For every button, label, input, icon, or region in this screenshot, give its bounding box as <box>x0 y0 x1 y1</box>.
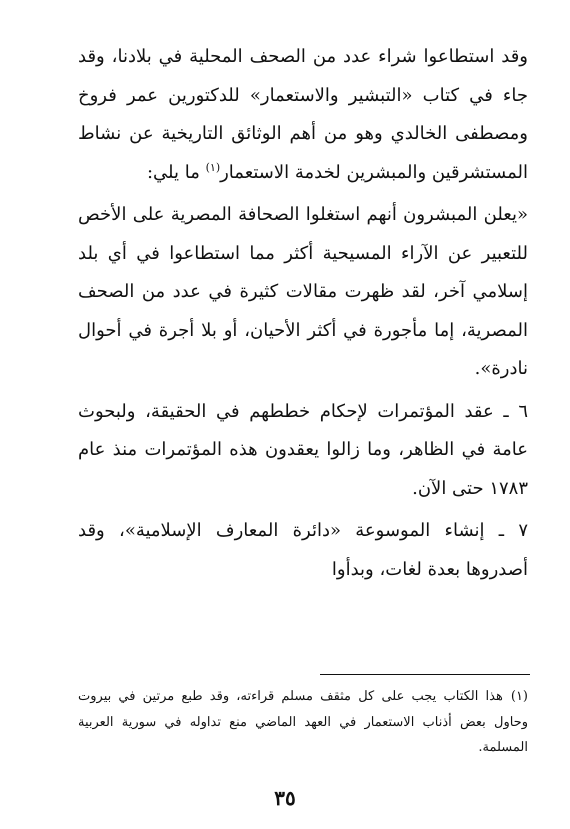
footnote-divider <box>320 674 530 675</box>
paragraph-1-text-end: ما يلي: <box>146 161 206 183</box>
footnote-marker: (١) <box>510 689 528 704</box>
page-number: ٣٥ <box>274 786 296 810</box>
paragraph-quote: «يعلن المبشرون أنهم استغلوا الصحافة المصرية على الأخص للتعبير عن الآراء المسيحية أكثر مما استطاعوا في أي بلد إسلامي آخر، لقد ظهرت مقالات كثيرة في عدد من الصحف المصرية، إما مأجورة في أكثر الأحيان، أو بلا أجرة في أحوال نادرة». <box>78 204 528 379</box>
footnote-reference: (١) <box>205 160 221 174</box>
paragraph-item-7: ٧ ـ إنشاء الموسوعة «دائرة المعارف الإسلامية»، وقد أصدروها بعدة لغات، وبدأوا <box>78 520 528 580</box>
footnote <box>78 684 528 761</box>
main-text <box>78 38 528 589</box>
paragraph-1-text: وقد استطاعوا شراء عدد من الصحف المحلية في بلادنا، وقد جاء في كتاب «التبشير والاستعمار» للدكتورين عمر فروخ ومصطفى الخالدي وهو من أهم الوثائق التاريخية عن نشاط المستشرقين والمبشرين لخدمة الاستعمار <box>78 46 528 183</box>
footnote-text: هذا الكتاب يجب على كل مثقف مسلم قراءته، وقد طبع مرتين في بيروت وحاول بعض أذناب الاستعمار في العهد الماضي منع تداوله في سورية العربية المسلمة. <box>78 689 528 755</box>
paragraph-item-6: ٦ ـ عقد المؤتمرات لإحكام خططهم في الحقيقة، ولبحوث عامة في الظاهر، وما زالوا يعقدون هذه المؤتمرات منذ عام ١٧٨٣ حتى الآن. <box>78 400 528 499</box>
paragraph-1 <box>78 38 528 192</box>
